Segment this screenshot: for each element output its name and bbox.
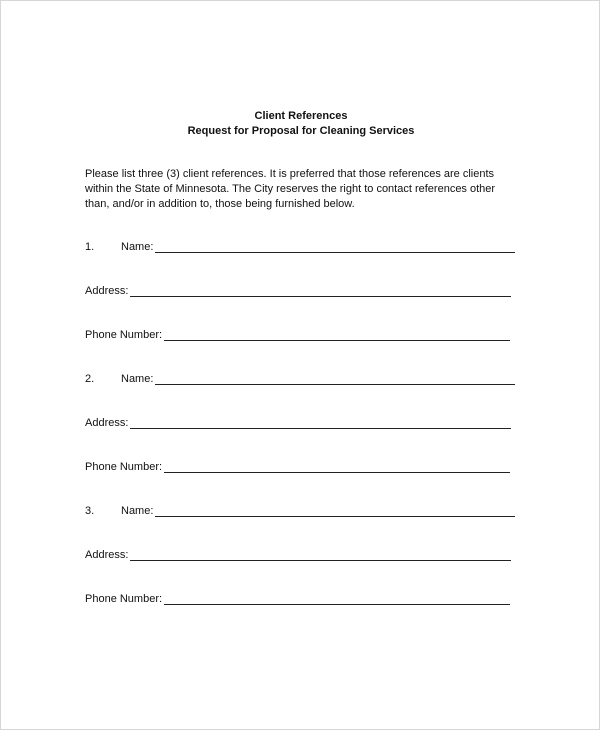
phone-label: Phone Number: [85,461,163,473]
reference-3-address-row [85,549,511,561]
address-label: Address: [85,285,129,297]
instructions-paragraph [85,167,525,212]
reference-number: 2. [85,373,95,385]
reference-2-address-field[interactable] [130,418,511,429]
reference-3-name-field[interactable] [155,506,515,517]
name-label: Name: [121,241,154,253]
phone-label: Phone Number: [85,593,163,605]
reference-number: 3. [85,505,95,517]
reference-1-phone-field[interactable] [164,330,510,341]
address-label: Address: [85,417,129,429]
phone-label: Phone Number: [85,329,163,341]
address-label: Address: [85,549,129,561]
reference-1-address-field[interactable] [130,286,511,297]
instructions-line: than, and/or in addition to, those being furnished below. [85,198,355,210]
reference-3-name-row [85,505,515,517]
page-subtitle: Request for Proposal for Cleaning Services [187,125,415,137]
instructions-line: within the State of Minnesota. The City reserves the right to contact references other [85,183,496,195]
name-label: Name: [121,373,154,385]
reference-1-address-row [85,285,511,297]
reference-2-name-row [85,373,515,385]
reference-2-phone-row [85,461,510,473]
page-title: Client References [254,110,348,122]
name-label: Name: [121,505,154,517]
reference-2-name-field[interactable] [155,374,515,385]
reference-3-address-field[interactable] [130,550,511,561]
reference-1-name-field[interactable] [155,242,515,253]
reference-2-address-row [85,417,511,429]
reference-number: 1. [85,241,95,253]
reference-3-phone-field[interactable] [164,594,510,605]
reference-1-phone-row [85,329,510,341]
reference-3-phone-row [85,593,510,605]
reference-1-name-row [85,241,515,253]
instructions-line: Please list three (3) client references. It is preferred that those references are clients [85,168,495,180]
reference-2-phone-field[interactable] [164,462,510,473]
